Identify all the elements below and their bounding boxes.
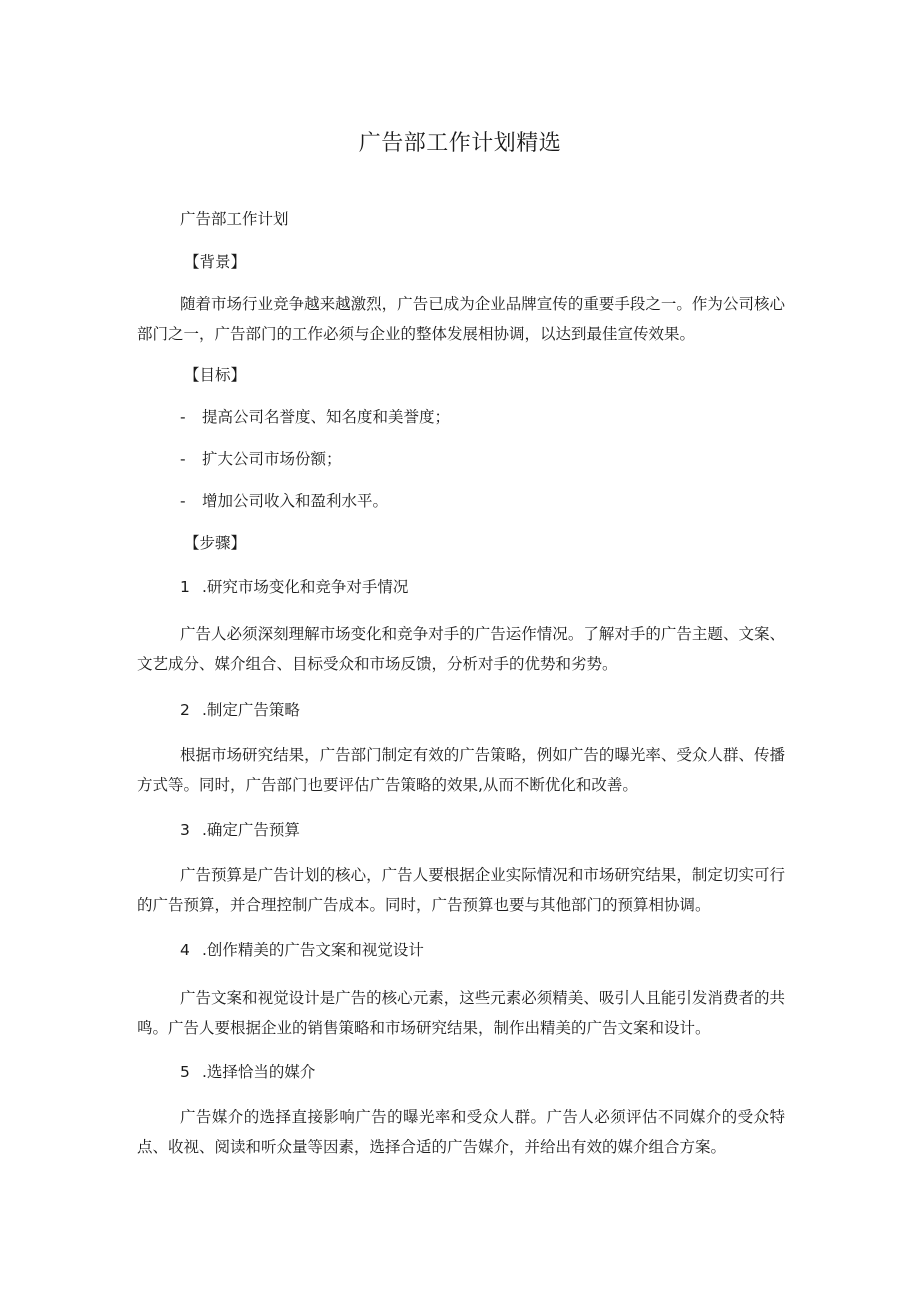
goal-dash: - (180, 450, 186, 468)
goal-text: 增加公司收入和盈利水平。 (202, 492, 389, 510)
step-paragraph: 广告预算是广告计划的核心，广告人要根据企业实际情况和市场研究结果，制定切实可行的广告预算，并合理控制广告成本。同时，广告预算也要与其他部门的预算相协调。 (137, 866, 785, 914)
goal-text: 提高公司名誉度、知名度和美誉度； (202, 408, 451, 426)
goal-item (180, 448, 342, 470)
step-title-text: .确定广告预算 (202, 821, 300, 839)
step-number: 4 (180, 941, 190, 959)
step-number: 2 (180, 701, 190, 719)
goals-heading: 【目标】 (184, 366, 247, 384)
step-number: 1 (180, 578, 190, 596)
step-title-text: .制定广告策略 (202, 701, 300, 719)
steps-heading: 【步骤】 (184, 534, 247, 552)
step-title (180, 699, 300, 721)
step-title (180, 819, 300, 841)
step-paragraph: 广告人必须深刻理解市场变化和竞争对手的广告运作情况。了解对手的广告主题、文案、文艺成分、媒介组合、目标受众和市场反馈，分析对手的优势和劣势。 (137, 625, 785, 673)
background-paragraph: 随着市场行业竞争越来越激烈，广告已成为企业品牌宣传的重要手段之一。作为公司核心部门之一，广告部门的工作必须与企业的整体发展相协调，以达到最佳宣传效果。 (137, 295, 785, 343)
step-paragraph: 广告文案和视觉设计是广告的核心元素，这些元素必须精美、吸引人且能引发消费者的共鸣。广告人要根据企业的销售策略和市场研究结果，制作出精美的广告文案和设计。 (137, 989, 785, 1037)
goal-item (180, 406, 450, 428)
step-paragraph: 根据市场研究结果，广告部门制定有效的广告策略，例如广告的曝光率、受众人群、传播方式等。同时，广告部门也要评估广告策略的效果,从而不断优化和改善。 (137, 746, 785, 794)
page-title: 广告部工作计划精选 (358, 131, 562, 156)
step-title (180, 576, 408, 598)
document-subtitle: 广告部工作计划 (180, 210, 289, 228)
goal-dash: - (180, 408, 186, 426)
step-paragraph: 广告媒介的选择直接影响广告的曝光率和受众人群。广告人必须评估不同媒介的受众特点、收视、阅读和听众量等因素，选择合适的广告媒介，并给出有效的媒介组合方案。 (137, 1108, 785, 1156)
step-title-text: .选择恰当的媒介 (202, 1063, 316, 1081)
goal-dash: - (180, 492, 186, 510)
background-heading: 【背景】 (184, 253, 247, 271)
goal-text: 扩大公司市场份额； (202, 450, 342, 468)
goal-item (180, 490, 388, 512)
step-title (180, 1061, 315, 1083)
step-number: 5 (180, 1063, 190, 1081)
step-title-text: .研究市场变化和竞争对手情况 (202, 578, 409, 596)
step-title (180, 939, 424, 961)
step-title-text: .创作精美的广告文案和视觉设计 (202, 941, 424, 959)
step-number: 3 (180, 821, 190, 839)
